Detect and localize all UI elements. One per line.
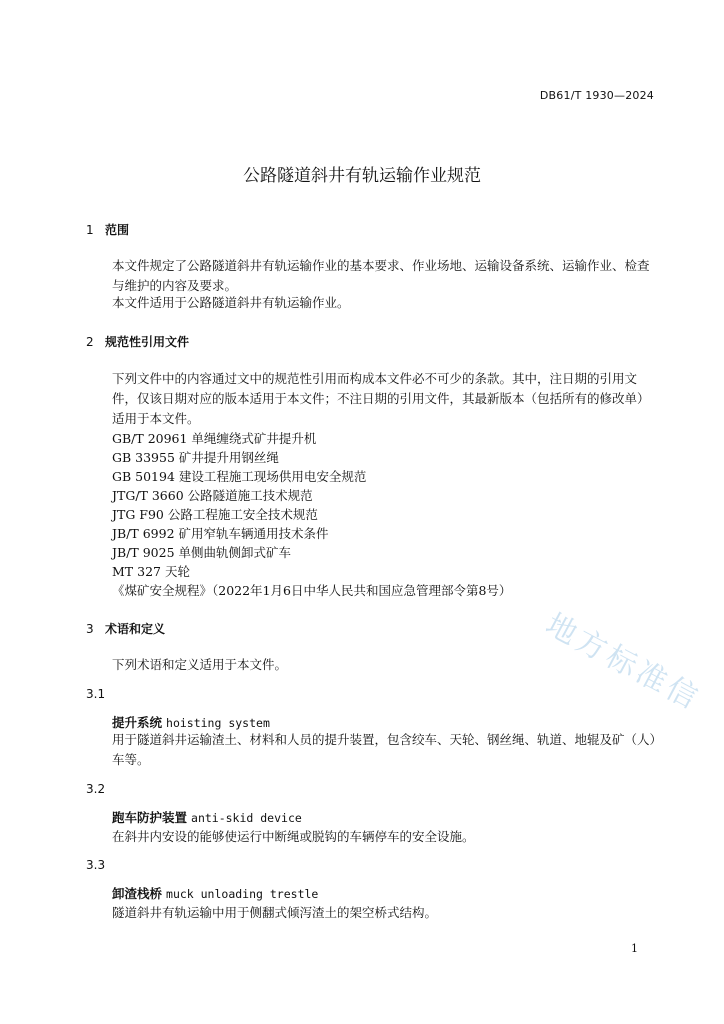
term-name	[112, 808, 302, 826]
watermark: 地方标准信	[539, 607, 707, 718]
term-name-en: hoisting system	[166, 716, 270, 730]
term-name-zh: 卸渣栈桥	[112, 886, 163, 901]
reference-item: GB/T 20961 单绳缠绕式矿井提升机	[112, 431, 317, 446]
section-3-paragraph-1: 下列术语和定义适用于本文件。	[112, 657, 288, 672]
page-number: 1	[631, 942, 638, 955]
reference-item: GB 33955 矿井提升用钢丝绳	[112, 450, 279, 465]
term-number: 3.2	[86, 782, 106, 796]
paragraph-text: 本文件规定了公路隧道斜井有轨运输作业的基本要求、作业场地、运输设备系统、运输作业、检查与维护的内容及要求。	[112, 258, 650, 293]
reference-item: JTG/T 3660 公路隧道施工技术规范	[112, 488, 313, 503]
term-name-en: anti-skid device	[191, 811, 302, 825]
section-number: 1	[86, 223, 94, 237]
section-3-heading	[86, 620, 165, 637]
section-1-heading	[86, 221, 129, 238]
definition-text: 用于隧道斜井运输渣土、材料和人员的提升装置，包含绞车、天轮、钢丝绳、轨道、地辊及矿（人）车等。	[112, 732, 656, 767]
term-name	[112, 884, 318, 902]
term-name-zh: 跑车防护装置	[112, 810, 188, 825]
reference-item: JB/T 9025 单侧曲轨侧卸式矿车	[112, 545, 292, 560]
document-code: DB61/T 1930—2024	[539, 89, 654, 102]
section-title: 术语和定义	[105, 622, 166, 636]
section-number: 3	[86, 622, 94, 636]
reference-item: JTG F90 公路工程施工安全技术规范	[112, 507, 318, 522]
term-name-zh: 提升系统	[112, 715, 163, 730]
section-title: 范围	[105, 223, 130, 237]
section-1-paragraph-2	[86, 293, 656, 313]
section-number: 2	[86, 335, 94, 349]
term-name-en: muck unloading trestle	[166, 887, 319, 901]
term-definition: 隧道斜井有轨运输中用于侧翻式倾泻渣土的架空桥式结构。	[112, 905, 438, 920]
document-title: 公路隧道斜井有轨运输作业规范	[243, 166, 481, 186]
section-2-paragraph-1	[86, 369, 656, 429]
term-name	[112, 713, 270, 731]
reference-item: MT 327 天轮	[112, 564, 190, 579]
reference-item: 《煤矿安全规程》（2022年1月6日中华人民共和国应急管理部令第8号）	[112, 583, 512, 598]
term-number: 3.3	[86, 858, 106, 872]
term-definition	[86, 730, 656, 770]
section-2-heading	[86, 333, 189, 350]
paragraph-text: 下列文件中的内容通过文中的规范性引用而构成本文件必不可少的条款。其中，注日期的引用文件，仅该日期对应的版本适用于本文件；不注日期的引用文件，其最新版本（包括所有的修改单）适用于本文件。	[112, 371, 650, 426]
paragraph-text: 本文件适用于公路隧道斜井有轨运输作业。	[112, 295, 350, 310]
term-definition: 在斜井内安设的能够使运行中断绳或脱钩的车辆停车的安全设施。	[112, 829, 475, 844]
term-number: 3.1	[86, 687, 106, 701]
reference-item: JB/T 6992 矿用窄轨车辆通用技术条件	[112, 526, 329, 541]
reference-item: GB 50194 建设工程施工现场供用电安全规范	[112, 469, 367, 484]
section-title: 规范性引用文件	[105, 335, 190, 349]
section-1-paragraph-1	[86, 256, 656, 296]
